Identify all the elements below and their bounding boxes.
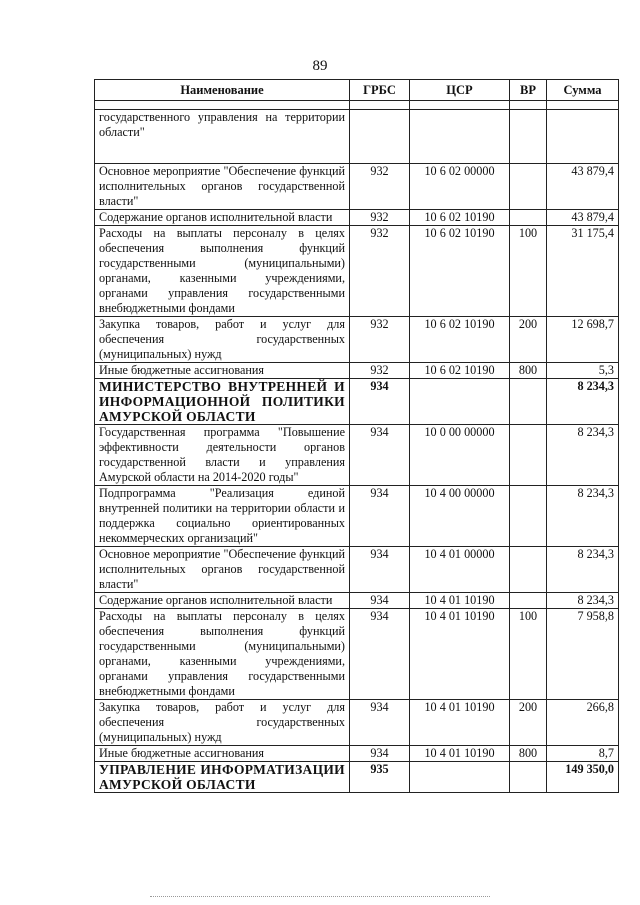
cell-grbs: 934 <box>350 700 410 746</box>
cell-name: Иные бюджетные ассигнования <box>95 746 350 762</box>
table-row <box>95 762 619 793</box>
cell-sum: 8 234,3 <box>547 486 619 547</box>
table-row <box>95 425 619 486</box>
cell-name: Основное мероприятие "Обеспечение функций исполнительных органов государственной власти" <box>95 547 350 593</box>
header-csr: ЦСР <box>410 80 510 101</box>
header-vr: ВР <box>510 80 547 101</box>
cell-csr: 10 4 01 10190 <box>410 746 510 762</box>
scan-artifact-line <box>150 896 490 899</box>
cell-sum: 8 234,3 <box>547 593 619 609</box>
cell-csr: 10 6 02 10190 <box>410 210 510 226</box>
table-body <box>95 110 619 793</box>
table-row <box>95 593 619 609</box>
table-row <box>95 379 619 425</box>
cell-vr: 200 <box>510 700 547 746</box>
cell-vr: 100 <box>510 609 547 700</box>
cell-csr: 10 6 02 10190 <box>410 317 510 363</box>
cell-sum: 31 175,4 <box>547 226 619 317</box>
cell-csr: 10 4 01 10190 <box>410 609 510 700</box>
cell-vr: 100 <box>510 226 547 317</box>
cell-vr <box>510 164 547 210</box>
table-row <box>95 486 619 547</box>
cell-grbs: 932 <box>350 210 410 226</box>
cell-vr <box>510 379 547 425</box>
cell-name: государственного управления на территории области" <box>95 110 350 164</box>
cell-sum <box>547 110 619 164</box>
cell-csr <box>410 762 510 793</box>
cell-name: Подпрограмма "Реализация единой внутренней политики на территории области и поддержка социально ориентированных некоммерческих организаций" <box>95 486 350 547</box>
header-sum: Сумма <box>547 80 619 101</box>
cell-grbs: 935 <box>350 762 410 793</box>
cell-grbs <box>350 110 410 164</box>
table-row <box>95 746 619 762</box>
cell-grbs: 934 <box>350 609 410 700</box>
cell-name: Расходы на выплаты персоналу в целях обеспечения выполнения функций государственными (муниципальными) органами, казенными учреждениями, органами управления государственными внебюджетными фондами <box>95 609 350 700</box>
cell-csr: 10 0 00 00000 <box>410 425 510 486</box>
cell-name: Государственная программа "Повышение эффективности деятельности органов государственной власти и управления Амурской области на 2014-2020 годы" <box>95 425 350 486</box>
table-row <box>95 164 619 210</box>
cell-csr: 10 4 00 00000 <box>410 486 510 547</box>
cell-sum: 5,3 <box>547 363 619 379</box>
cell-vr: 800 <box>510 746 547 762</box>
table-row <box>95 317 619 363</box>
cell-sum: 8 234,3 <box>547 379 619 425</box>
table-row <box>95 609 619 700</box>
cell-csr: 10 6 02 00000 <box>410 164 510 210</box>
cell-vr <box>510 210 547 226</box>
cell-name: Содержание органов исполнительной власти <box>95 593 350 609</box>
table-row <box>95 700 619 746</box>
cell-name: Основное мероприятие "Обеспечение функций исполнительных органов государственной власти" <box>95 164 350 210</box>
cell-sum: 43 879,4 <box>547 210 619 226</box>
cell-csr <box>410 379 510 425</box>
cell-csr: 10 4 01 00000 <box>410 547 510 593</box>
cell-name: Закупка товаров, работ и услуг для обеспечения государственных (муниципальных) нужд <box>95 317 350 363</box>
page-number: 89 <box>312 58 328 74</box>
cell-name: Содержание органов исполнительной власти <box>95 210 350 226</box>
cell-name: УПРАВЛЕНИЕ ИНФОРМАТИЗАЦИИ АМУРСКОЙ ОБЛАСТИ <box>95 762 350 793</box>
cell-csr: 10 4 01 10190 <box>410 593 510 609</box>
cell-grbs: 934 <box>350 547 410 593</box>
table-row <box>95 210 619 226</box>
cell-name: МИНИСТЕРСТВО ВНУТРЕННЕЙ И ИНФОРМАЦИОННОЙ ПОЛИТИКИ АМУРСКОЙ ОБЛАСТИ <box>95 379 350 425</box>
cell-csr: 10 6 02 10190 <box>410 363 510 379</box>
header-spacer-row <box>95 101 619 110</box>
table-header-row <box>95 80 619 101</box>
header-grbs: ГРБС <box>350 80 410 101</box>
cell-grbs: 934 <box>350 593 410 609</box>
header-name: Наименование <box>95 80 350 101</box>
cell-vr <box>510 486 547 547</box>
cell-vr: 200 <box>510 317 547 363</box>
cell-grbs: 932 <box>350 226 410 317</box>
cell-csr: 10 6 02 10190 <box>410 226 510 317</box>
cell-sum: 7 958,8 <box>547 609 619 700</box>
cell-sum: 12 698,7 <box>547 317 619 363</box>
cell-csr <box>410 110 510 164</box>
table-row <box>95 110 619 164</box>
budget-table <box>94 79 619 793</box>
cell-grbs: 934 <box>350 486 410 547</box>
cell-sum: 8 234,3 <box>547 425 619 486</box>
cell-name: Закупка товаров, работ и услуг для обеспечения государственных (муниципальных) нужд <box>95 700 350 746</box>
cell-sum: 266,8 <box>547 700 619 746</box>
cell-sum: 8,7 <box>547 746 619 762</box>
cell-vr <box>510 547 547 593</box>
table-row <box>95 363 619 379</box>
cell-grbs: 934 <box>350 425 410 486</box>
cell-grbs: 932 <box>350 363 410 379</box>
table-row <box>95 547 619 593</box>
cell-grbs: 932 <box>350 317 410 363</box>
cell-vr <box>510 425 547 486</box>
cell-grbs: 932 <box>350 164 410 210</box>
cell-sum: 43 879,4 <box>547 164 619 210</box>
cell-vr: 800 <box>510 363 547 379</box>
cell-name: Расходы на выплаты персоналу в целях обеспечения выполнения функций государственными (муниципальными) органами, казенными учреждениями, органами управления государственными внебюджетными фондами <box>95 226 350 317</box>
cell-vr <box>510 593 547 609</box>
cell-grbs: 934 <box>350 746 410 762</box>
table-row <box>95 226 619 317</box>
cell-vr <box>510 110 547 164</box>
cell-sum: 149 350,0 <box>547 762 619 793</box>
cell-name: Иные бюджетные ассигнования <box>95 363 350 379</box>
cell-csr: 10 4 01 10190 <box>410 700 510 746</box>
cell-vr <box>510 762 547 793</box>
cell-sum: 8 234,3 <box>547 547 619 593</box>
cell-grbs: 934 <box>350 379 410 425</box>
